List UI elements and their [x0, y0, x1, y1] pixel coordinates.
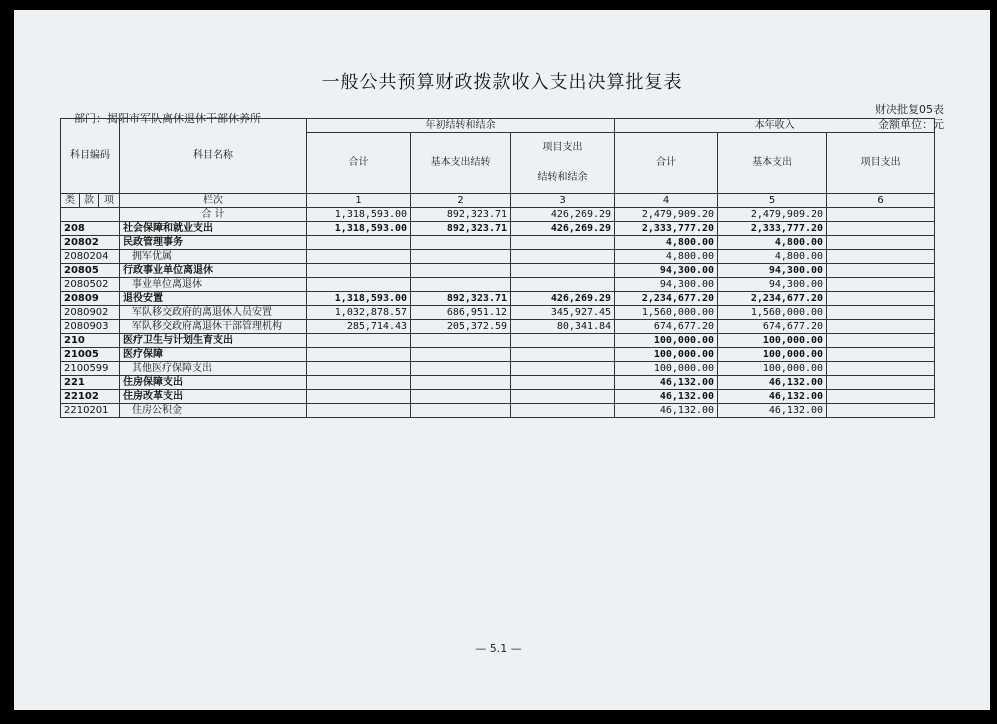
- row-c3: [511, 278, 615, 292]
- col-num-2: 2: [411, 194, 511, 208]
- row-c5: 4,800.00: [718, 250, 827, 264]
- total-row: [61, 208, 935, 222]
- row-c1: 285,714.43: [307, 320, 411, 334]
- total-row-code: [61, 208, 120, 222]
- row-c6: [827, 250, 935, 264]
- row-c3: [511, 376, 615, 390]
- row-name: 住房改革支出: [120, 390, 307, 404]
- row-c1: 1,318,593.00: [307, 222, 411, 236]
- row-c2: [411, 376, 511, 390]
- row-code: 2080902: [61, 306, 120, 320]
- row-name: 退役安置: [120, 292, 307, 306]
- row-c4: 4,800.00: [615, 250, 718, 264]
- table-row: [61, 278, 935, 292]
- row-c5: 46,132.00: [718, 404, 827, 418]
- budget-table: [60, 118, 935, 418]
- table-row: [61, 334, 935, 348]
- row-name: 民政管理事务: [120, 236, 307, 250]
- table-row: [61, 404, 935, 418]
- beginning-balance-group-header: 年初结转和结余: [307, 119, 615, 133]
- row-c2: 205,372.59: [411, 320, 511, 334]
- document-title: 一般公共预算财政拨款收入支出决算批复表: [321, 72, 683, 93]
- row-c5: 100,000.00: [718, 334, 827, 348]
- row-code: 208: [61, 222, 120, 236]
- row-c5: 100,000.00: [718, 362, 827, 376]
- row-c1: [307, 348, 411, 362]
- row-name: 军队移交政府的离退休人员安置: [120, 306, 307, 320]
- lei-header: 类: [61, 194, 80, 208]
- table-row: [61, 306, 935, 320]
- row-c2: [411, 390, 511, 404]
- subject-code-header: 科目编码: [61, 119, 120, 194]
- table-row: [61, 264, 935, 278]
- row-c6: [827, 390, 935, 404]
- row-c5: 4,800.00: [718, 236, 827, 250]
- row-code: 20802: [61, 236, 120, 250]
- row-c2: 686,951.12: [411, 306, 511, 320]
- row-c6: [827, 236, 935, 250]
- total-row-c5: 2,479,909.20: [718, 208, 827, 222]
- row-c5: 46,132.00: [718, 390, 827, 404]
- currency-unit: 金额单位：元: [878, 118, 944, 131]
- row-c3: [511, 334, 615, 348]
- kuan-header: 款: [80, 194, 99, 208]
- row-name: 住房公积金: [120, 404, 307, 418]
- row-name: 事业单位离退休: [120, 278, 307, 292]
- row-c2: [411, 250, 511, 264]
- department-label: 部门：揭阳市军队离休退休干部休养所: [74, 112, 261, 125]
- row-c3: 426,269.29: [511, 292, 615, 306]
- row-c5: 2,333,777.20: [718, 222, 827, 236]
- row-c1: [307, 278, 411, 292]
- row-c1: [307, 334, 411, 348]
- table-row: [61, 376, 935, 390]
- current-income-group-header: 本年收入: [615, 119, 935, 133]
- row-c2: [411, 278, 511, 292]
- col-num-6: 6: [827, 194, 935, 208]
- row-c4: 4,800.00: [615, 236, 718, 250]
- table-row: [61, 236, 935, 250]
- row-c6: [827, 320, 935, 334]
- row-c2: 892,323.71: [411, 222, 511, 236]
- row-c1: [307, 390, 411, 404]
- table-row: [61, 320, 935, 334]
- row-c6: [827, 404, 935, 418]
- row-code: 2100599: [61, 362, 120, 376]
- row-c1: [307, 362, 411, 376]
- header-row-lanci: [61, 194, 935, 208]
- row-c6: [827, 222, 935, 236]
- row-c1: 1,032,878.57: [307, 306, 411, 320]
- total-row-c6: [827, 208, 935, 222]
- row-c3: [511, 404, 615, 418]
- total-row-c1: 1,318,593.00: [307, 208, 411, 222]
- row-c6: [827, 264, 935, 278]
- row-c4: 2,234,677.20: [615, 292, 718, 306]
- row-c1: 1,318,593.00: [307, 292, 411, 306]
- lanci-label: 栏次: [120, 194, 307, 208]
- row-code: 2210201: [61, 404, 120, 418]
- row-c1: [307, 250, 411, 264]
- basic-exp-header: 基本支出: [718, 133, 827, 194]
- row-c4: 100,000.00: [615, 334, 718, 348]
- col-num-1: 1: [307, 194, 411, 208]
- row-c4: 1,560,000.00: [615, 306, 718, 320]
- row-c6: [827, 362, 935, 376]
- subject-name-header: 科目名称: [120, 119, 307, 194]
- row-name: 医疗卫生与计划生育支出: [120, 334, 307, 348]
- total-header: 合计: [307, 133, 411, 194]
- project-carry-header: [511, 133, 615, 194]
- row-c3: [511, 362, 615, 376]
- table-row: [61, 390, 935, 404]
- row-c3: [511, 348, 615, 362]
- row-c3: 426,269.29: [511, 222, 615, 236]
- col-num-3: 3: [511, 194, 615, 208]
- row-code: 20809: [61, 292, 120, 306]
- row-c5: 674,677.20: [718, 320, 827, 334]
- row-c5: 46,132.00: [718, 376, 827, 390]
- row-c2: [411, 264, 511, 278]
- table-row: [61, 250, 935, 264]
- row-c5: 2,234,677.20: [718, 292, 827, 306]
- row-c3: 345,927.45: [511, 306, 615, 320]
- row-c2: [411, 348, 511, 362]
- row-c4: 94,300.00: [615, 264, 718, 278]
- row-code: 2080502: [61, 278, 120, 292]
- row-code: 21005: [61, 348, 120, 362]
- row-c4: 94,300.00: [615, 278, 718, 292]
- row-name: 住房保障支出: [120, 376, 307, 390]
- total2-header: 合计: [615, 133, 718, 194]
- row-c2: [411, 236, 511, 250]
- row-c6: [827, 278, 935, 292]
- row-c4: 2,333,777.20: [615, 222, 718, 236]
- row-c3: [511, 250, 615, 264]
- row-c2: [411, 334, 511, 348]
- row-c2: [411, 362, 511, 376]
- basic-carry-header: 基本支出结转: [411, 133, 511, 194]
- row-code: 210: [61, 334, 120, 348]
- row-c3: 80,341.84: [511, 320, 615, 334]
- row-c3: [511, 264, 615, 278]
- header-row-1: [61, 119, 935, 133]
- total-row-label: 合 计: [120, 208, 307, 222]
- row-c5: 94,300.00: [718, 278, 827, 292]
- row-c6: [827, 292, 935, 306]
- row-name: 拥军优属: [120, 250, 307, 264]
- total-row-c4: 2,479,909.20: [615, 208, 718, 222]
- row-c1: [307, 404, 411, 418]
- table-row: [61, 222, 935, 236]
- row-code: 20805: [61, 264, 120, 278]
- row-c4: 674,677.20: [615, 320, 718, 334]
- total-row-c3: 426,269.29: [511, 208, 615, 222]
- table-row: [61, 292, 935, 306]
- row-c6: [827, 376, 935, 390]
- project-exp-header: 项目支出: [827, 133, 935, 194]
- row-c4: 46,132.00: [615, 376, 718, 390]
- row-c2: 892,323.71: [411, 292, 511, 306]
- row-code: 221: [61, 376, 120, 390]
- table-body: [61, 222, 935, 418]
- row-c6: [827, 334, 935, 348]
- project-carry-header-line1: 项目支出: [542, 142, 583, 153]
- xiang-header: 项: [99, 194, 120, 208]
- row-name: 行政事业单位离退休: [120, 264, 307, 278]
- row-c1: [307, 264, 411, 278]
- row-code: 2080204: [61, 250, 120, 264]
- row-c5: 94,300.00: [718, 264, 827, 278]
- row-code: 2080903: [61, 320, 120, 334]
- page-number: — 5.1 —: [475, 642, 522, 655]
- row-c5: 100,000.00: [718, 348, 827, 362]
- row-code: 22102: [61, 390, 120, 404]
- row-c6: [827, 348, 935, 362]
- table-row: [61, 362, 935, 376]
- table-row: [61, 348, 935, 362]
- row-c2: [411, 404, 511, 418]
- row-c5: 1,560,000.00: [718, 306, 827, 320]
- row-name: 其他医疗保障支出: [120, 362, 307, 376]
- row-c4: 46,132.00: [615, 390, 718, 404]
- row-c4: 46,132.00: [615, 404, 718, 418]
- row-c1: [307, 236, 411, 250]
- total-row-c2: 892,323.71: [411, 208, 511, 222]
- row-c1: [307, 376, 411, 390]
- row-name: 社会保障和就业支出: [120, 222, 307, 236]
- doc-number: 财决批复05表: [875, 103, 944, 116]
- row-c4: 100,000.00: [615, 348, 718, 362]
- row-c4: 100,000.00: [615, 362, 718, 376]
- col-num-4: 4: [615, 194, 718, 208]
- project-carry-header-line2: 结转和结余: [537, 172, 588, 183]
- row-c3: [511, 390, 615, 404]
- row-name: 医疗保障: [120, 348, 307, 362]
- row-name: 军队移交政府离退休干部管理机构: [120, 320, 307, 334]
- row-c3: [511, 236, 615, 250]
- col-num-5: 5: [718, 194, 827, 208]
- row-c6: [827, 306, 935, 320]
